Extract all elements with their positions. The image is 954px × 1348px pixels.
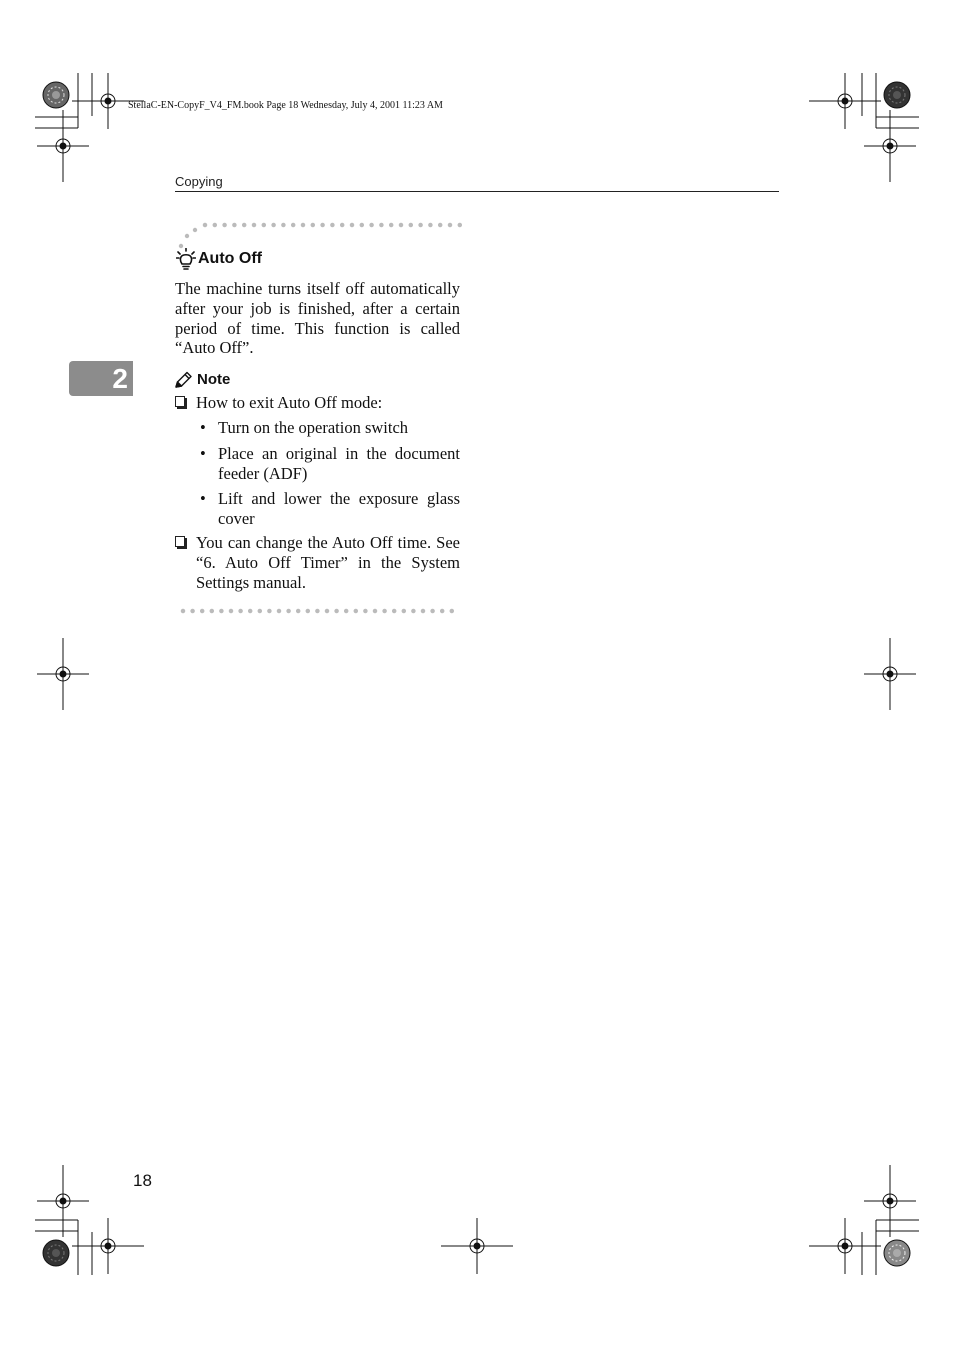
checkbox-bullet-icon bbox=[175, 396, 185, 407]
header-rule bbox=[175, 191, 779, 192]
running-head: Copying bbox=[175, 174, 223, 189]
page-number: 18 bbox=[133, 1171, 152, 1190]
bullet-text: Lift and lower the exposure glass cover bbox=[218, 489, 460, 528]
chapter-tab: 2 bbox=[69, 361, 133, 396]
tip-heading bbox=[176, 248, 262, 270]
bullet-item bbox=[196, 418, 460, 438]
note-heading bbox=[175, 371, 230, 388]
note-item bbox=[175, 533, 460, 592]
bullet-icon: • bbox=[200, 489, 206, 508]
note-item bbox=[175, 393, 460, 413]
bullet-item bbox=[196, 489, 460, 529]
pencil-icon bbox=[175, 371, 193, 388]
note-title: Note bbox=[197, 371, 231, 388]
note-item-text: You can change the Auto Off time. See “6. Auto Off Timer” in the System Settings manual. bbox=[196, 533, 460, 592]
bullet-text: Turn on the operation switch bbox=[218, 418, 409, 437]
bullet-icon: • bbox=[200, 418, 206, 437]
checkbox-bullet-icon bbox=[175, 536, 185, 547]
note-item-text: How to exit Auto Off mode: bbox=[196, 393, 383, 412]
tip-body: The machine turns itself off automatically after your job is finished, after a certain period of time. This function is called “Auto Off”. bbox=[175, 279, 460, 358]
bullet-item bbox=[196, 444, 460, 484]
lightbulb-icon bbox=[176, 248, 196, 270]
bullet-icon: • bbox=[200, 444, 206, 463]
tip-title: Auto Off bbox=[198, 250, 262, 267]
bullet-text: Place an original in the document feeder (ADF) bbox=[218, 444, 460, 483]
file-info: StellaC-EN-CopyF_V4_FM.book Page 18 Wednesday, July 4, 2001 11:23 AM bbox=[128, 100, 443, 111]
